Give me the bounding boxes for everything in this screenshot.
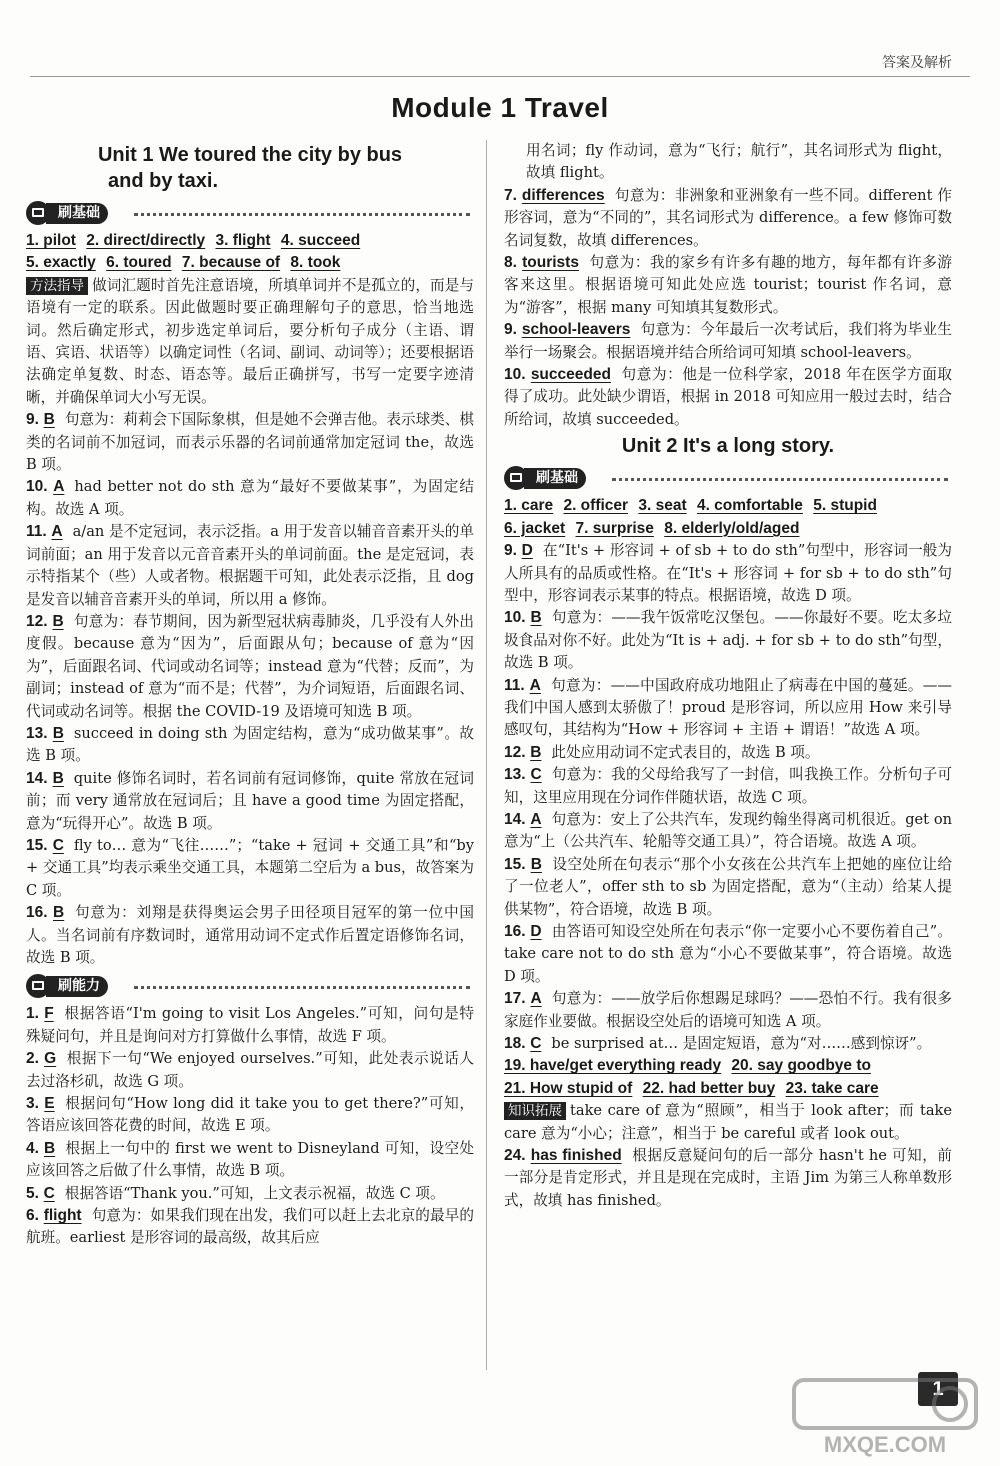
knowledge-tag: 知识拓展 xyxy=(504,1102,566,1120)
right-column xyxy=(504,140,952,1212)
item-key: B xyxy=(530,609,542,627)
item-text: 句意为：——中国政府成功地阻止了病毒在中国的蔓延。——我们中国人感到太骄傲了！proud 是形容词，所以应用 How 来引导感叹句，其结构为“How + 形容词 + 主语 + 谓语！”故选 A 项。 xyxy=(504,676,952,739)
section-head-ability xyxy=(26,973,474,1001)
explanation-item xyxy=(504,252,952,319)
item-text: 句意为：非洲象和亚洲象有一些不同。different 作形容词，意为“不同的”，其名词形式为 difference。a few 修饰可数名词复数，故填 differences。 xyxy=(504,186,953,249)
item-key: B xyxy=(530,855,542,873)
explanation-item xyxy=(504,540,952,607)
explanation-item xyxy=(504,921,952,988)
answer: 22. had better buy xyxy=(642,1079,776,1097)
answer: 4. succeed xyxy=(280,232,361,249)
explanation-item xyxy=(26,902,474,969)
item-number: 3. xyxy=(26,1095,39,1113)
explanation-item xyxy=(26,476,474,521)
item-key: B xyxy=(52,612,64,630)
item-text: 句意为：——我午饭常吃汉堡包。——你最好不要。吃太多垃圾食品对你不好。此处为“It is + adj. + for sb + to do sth”句型，故选 B 项。 xyxy=(504,609,953,672)
explanation-item xyxy=(504,988,952,1033)
item-number: 1. xyxy=(26,1005,39,1023)
item-number: 14. xyxy=(26,769,48,787)
unit1-title-line1: Unit 1 We toured the city by bus xyxy=(97,144,403,166)
item-number: 5. xyxy=(26,1184,39,1202)
item-text: 句意为：春节期间，因为新型冠状病毒肺炎，几乎没有人外出度假。because 意为“因为”，后面跟从句；because of 意为“因为”，后面跟名词、代词或动名词等；instead 意为“代替；反而”，为副词；instead of 意为“而不是；代替”，为介词短语，后面跟名词、代词或动名词等。根据 the COVID-19 及语境可知选 B 项。 xyxy=(26,612,474,720)
item-key: B xyxy=(52,769,64,787)
item-key: A xyxy=(530,990,542,1008)
dotted-rule xyxy=(612,478,948,481)
answer: 2. direct/directly xyxy=(86,232,206,249)
item-text: 设空处所在句表示“那个小女孩在公共汽车上把她的座位让给了一位老人”，offer sth to sb 为固定搭配，意为“（主动）给某人提供某物”，符合语境，故选 B 项。 xyxy=(504,855,953,918)
item-key: differences xyxy=(521,186,605,204)
explanation-item xyxy=(504,364,952,431)
item-key: tourists xyxy=(522,254,579,272)
item-number: 17. xyxy=(504,990,526,1008)
module-title: Module 1 Travel xyxy=(391,92,609,123)
item-number: 12. xyxy=(504,743,526,761)
explanation-item xyxy=(26,1205,474,1250)
item-key: A xyxy=(53,478,65,496)
item-key: succeeded xyxy=(530,366,611,384)
explanation-item xyxy=(26,521,474,611)
unit1-title xyxy=(26,142,474,194)
explanations-list xyxy=(504,185,952,431)
knowledge-expansion xyxy=(504,1100,952,1145)
item-text: 句意为：莉莉会下国际象棋，但是她不会弹吉他。表示球类、棋类的名词前不加冠词，而表示乐器的名词前通常加定冠词 the，故选 B 项。 xyxy=(26,411,474,474)
header-rule xyxy=(30,76,970,77)
item-key: flight xyxy=(43,1207,82,1225)
answer: 2. officer xyxy=(563,497,629,515)
item-text: had better not do sth 意为“最好不要做某事”，为固定结构。故选 A 项。 xyxy=(26,478,475,518)
answer: 8. elderly/old/aged xyxy=(664,519,800,537)
item-text: 根据答语“I'm going to visit Los Angeles.”可知，问句是特殊疑问句，并且是询问对方打算做什么事情，故选 F 项。 xyxy=(26,1005,475,1045)
item-text: 此处应用动词不定式表目的，故选 B 项。 xyxy=(551,743,820,761)
item-number: 14. xyxy=(504,810,526,828)
item-number: 4. xyxy=(26,1139,39,1157)
item-text: 根据问句“How long did it take you to get there?”可知，答语应该回答花费的时间，故选 E 项。 xyxy=(26,1095,474,1135)
item-number: 10. xyxy=(504,366,526,384)
item-text: 在“It's + 形容词 + of sb + to do sth”句型中，形容词一般为人所具有的品质或性格。在“It's + 形容词 + for sb + to do sth”句型中，形容词表示某事的特点。根据语境，故选 D 项。 xyxy=(504,542,952,604)
answer: 21. How stupid of xyxy=(504,1079,633,1097)
item-text: 根据反意疑问句的后一部分 hasn't he 可知，前一部分是肯定形式，并且是现在完成时，主语 Jim 为第三人称单数形式，故填 has finished。 xyxy=(504,1147,953,1209)
item-text: 句意为：安上了公共汽车，发现约翰坐得离司机很近。get on 意为“上（公共汽车、轮船等交通工具）”，符合语境。故选 A 项。 xyxy=(504,810,953,851)
answer-row xyxy=(504,1078,952,1100)
item-text: fly to… 意为“飞往……”；“take + 冠词 + 交通工具”和“by + 交通工具”均表示乘坐交通工具，本题第二空后为 a bus，故答案为 C 项。 xyxy=(26,836,475,899)
item-key: A xyxy=(530,810,542,828)
item-text: 句意为：——放学后你想踢足球吗？——恐怕不行。我有很多家庭作业要做。根据设空处后的语境可知选 A 项。 xyxy=(504,990,953,1030)
item-number: 6. xyxy=(26,1207,39,1225)
explanation-item xyxy=(504,607,952,674)
item-key: B xyxy=(52,724,64,742)
answer-row xyxy=(504,1055,952,1077)
answer: 1. care xyxy=(504,497,554,515)
item-number: 9. xyxy=(504,321,517,339)
item-number: 10. xyxy=(504,609,526,627)
explanation-item xyxy=(26,1093,474,1138)
item-text: quite 修饰名词时，若名词前有冠词修饰，quite 常放在冠词前；而 very 通常放在冠词后；且 have a good time 为固定搭配，意为“玩得开心”。故选 B 项。 xyxy=(26,769,474,832)
explanation-item xyxy=(26,611,474,723)
item-text: 句意为：如果我们现在出发，我们可以赶上去北京的最早的航班。earliest 是形容词的最高级，故其后应 xyxy=(26,1207,474,1247)
item-text: 根据上一句中的 first we went to Disneyland 可知，设空处应该回答之后做了什么事情，故选 B 项。 xyxy=(26,1139,474,1180)
answer: 6. jacket xyxy=(504,519,566,537)
item-text: 句意为：今年最后一次考试后，我们将为毕业生举行一场聚会。根据语境并结合所给词可知填 school-leavers。 xyxy=(504,321,952,361)
item-number: 9. xyxy=(504,542,517,560)
answer-row xyxy=(504,518,952,540)
answer: 3. seat xyxy=(638,497,687,515)
unit2-title: Unit 2 It's a long story. xyxy=(621,435,835,458)
item-number: 13. xyxy=(504,766,526,784)
item-text: 句意为：他是一位科学家，2018 年在医学方面取得了成功。此处缺少谓语，根据 in 2018 可知应用一般过去时，结合所给词，故填 succeeded。 xyxy=(504,366,953,428)
header-tag: 答案及解析 xyxy=(882,55,952,71)
item-number: 16. xyxy=(26,904,48,922)
explanation-item xyxy=(504,675,952,742)
explanation-item xyxy=(26,409,474,476)
left-column xyxy=(26,140,474,1250)
answer: 20. say goodbye to xyxy=(731,1057,871,1075)
answer: 4. comfortable xyxy=(696,497,803,515)
item-key: A xyxy=(51,523,63,541)
explanation-item xyxy=(504,1145,952,1212)
explanation-item xyxy=(504,1033,952,1055)
item-number: 10. xyxy=(26,478,48,496)
item-key: C xyxy=(43,1184,55,1202)
watermark-logo xyxy=(790,1376,980,1458)
explanation-item xyxy=(26,1183,474,1205)
section-head-basic xyxy=(504,465,952,493)
explanation-item xyxy=(26,723,474,768)
knowledge-text: take care of 意为“照顾”，相当于 look after；而 take care 意为“小心；注意”，相当于 be careful 或者 look out。 xyxy=(504,1102,952,1142)
explanation-item xyxy=(26,768,474,835)
explanations-list xyxy=(504,540,952,1055)
section-label: 刷能力 xyxy=(46,976,108,997)
continued-text: 用名词；fly 作动词，意为“飞行；航行”，其名词形式为 flight，故填 flight。 xyxy=(526,142,952,182)
section-label: 刷基础 xyxy=(46,203,108,224)
item-key: B xyxy=(43,411,55,429)
explanations-list xyxy=(26,409,474,969)
item-text: be surprised at… 是固定短语，意为“对……感到惊讶”。 xyxy=(551,1035,932,1053)
dotted-rule xyxy=(134,213,470,216)
answer-row xyxy=(504,495,952,517)
answer: 6. toured xyxy=(106,254,172,272)
explanation-item xyxy=(504,185,952,252)
answer: 5. exactly xyxy=(26,254,96,272)
item-text: 句意为：我的父母给我写了一封信，叫我换工作。分析句子可知，这里应用现在分词作伴随状语，故选 C 项。 xyxy=(504,766,952,806)
answer: 23. take care xyxy=(785,1079,879,1097)
item-number: 15. xyxy=(504,855,526,873)
item-number: 11. xyxy=(26,523,47,541)
item-text: 根据下一句“We enjoyed ourselves.”可知，此处表示说话人去过洛杉矶，故选 G 项。 xyxy=(26,1050,474,1090)
unit1-title-line2: and by taxi. xyxy=(108,170,219,192)
explanation-item xyxy=(504,854,952,921)
section-label: 刷基础 xyxy=(524,468,586,489)
explanation-item xyxy=(26,835,474,902)
answer: 7. surprise xyxy=(575,519,654,537)
ability-list xyxy=(26,1003,474,1249)
item-key: A xyxy=(529,676,541,694)
answer: 1. pilot xyxy=(26,232,76,249)
answer: 7. because of xyxy=(181,254,281,272)
section-head-basic xyxy=(26,200,474,228)
item-key: G xyxy=(44,1050,57,1068)
page-number: 1 xyxy=(918,1372,958,1406)
explanation-item xyxy=(504,809,952,854)
item-key: has finished xyxy=(530,1147,622,1165)
method-tag: 方法指导 xyxy=(26,277,88,295)
item-number: 16. xyxy=(504,923,526,940)
method-guide xyxy=(26,275,474,409)
answer: 3. flight xyxy=(215,232,271,249)
item-number: 11. xyxy=(504,676,525,694)
watermark-text: MXQE.COM xyxy=(823,1432,947,1457)
explanation-item xyxy=(504,742,952,764)
explanation-item xyxy=(26,1003,474,1048)
item-number: 18. xyxy=(504,1035,526,1053)
item-key: C xyxy=(52,836,64,854)
item-number: 7. xyxy=(504,186,517,204)
item-key: C xyxy=(530,1035,542,1053)
item-text: 句意为：刘翔是获得奥运会男子田径项目冠军的第一位中国人。当名词前有序数词时，通常用动词不定式作后置定语修饰名词，故选 B 项。 xyxy=(26,904,475,966)
item-number: 24. xyxy=(504,1147,526,1165)
item-text: a/an 是不定冠词，表示泛指。a 用于发音以辅音音素开头的单词前面；an 用于发音以元音音素开头的单词前面。the 是定冠词，表示特指某个（些）人或者物。根据题干可知，此处表示泛指，且 dog 是发音以辅音音素开头的单词，所以用 a 修饰。 xyxy=(26,523,474,608)
item-key: B xyxy=(53,904,65,922)
item-number: 8. xyxy=(504,254,517,272)
item-key: F xyxy=(44,1005,54,1023)
answer-row xyxy=(26,252,474,274)
item-key: D xyxy=(521,542,533,560)
item-key: E xyxy=(44,1095,55,1113)
explanation-item xyxy=(26,1048,474,1093)
answer: 5. stupid xyxy=(813,497,877,515)
item-number: 9. xyxy=(26,411,39,429)
answer-row xyxy=(26,230,474,252)
item-number: 2. xyxy=(26,1050,39,1068)
method-text: 做词汇题时首先注意语境，所填单词并不是孤立的，而是与语境有一定的联系。因此做题时要正确理解句子的意思，恰当地选词。然后确定形式，初步选定单词后，要分析句子成分（主语、谓语、宾语、状语等）以确定词性（名词、副词、动词等）；还要根据语法确定单复数、时态、语态等。最后正确拼写，书写一定要字迹清晰，并确保单词大小写无误。 xyxy=(26,276,474,406)
item-key: B xyxy=(43,1139,56,1157)
item-key: B xyxy=(530,743,542,761)
answer: 19. have/get everything ready xyxy=(504,1057,722,1075)
dotted-rule xyxy=(134,986,470,989)
explanation-item xyxy=(504,319,952,364)
explanation-item xyxy=(504,764,952,809)
item-text: succeed in doing sth 为固定结构，意为“成功做某事”。故选 B 项。 xyxy=(26,724,475,765)
item-number: 12. xyxy=(26,612,48,630)
item-number: 13. xyxy=(26,724,48,742)
item-key: D xyxy=(530,923,542,940)
item-text: 句意为：我的家乡有许多有趣的地方，每年都有许多游客来这里。根据语境可知此处应选 tourist；tourist 作名词，意为“游客”，根据 many 可知填其复数形式。 xyxy=(504,254,952,316)
explanation-item xyxy=(26,1138,474,1183)
answer: 8. took xyxy=(290,254,341,272)
item-number: 15. xyxy=(26,836,48,854)
item-text: 由答语可知设空处所在句表示“你一定要小心不要伤着自己”。take care not to do sth 意为“小心不要做某事”，符合语境。故选 D 项。 xyxy=(504,923,952,985)
item-key: school-leavers xyxy=(521,321,631,339)
item-text: 根据答语“Thank you.”可知，上文表示祝福，故选 C 项。 xyxy=(64,1184,445,1202)
item-key: C xyxy=(530,766,542,784)
column-divider xyxy=(486,140,487,1370)
